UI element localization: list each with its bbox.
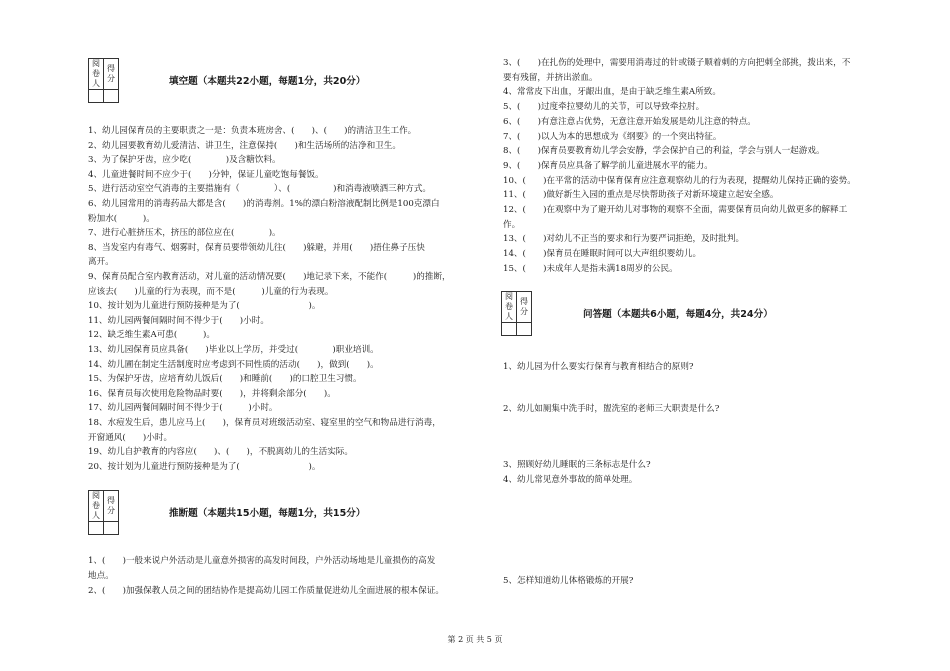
qa-question: 3、照顾好幼儿睡眠的三条标志是什么? bbox=[503, 460, 651, 470]
fill-blank-line: 开窗通风( )小时。 bbox=[88, 432, 173, 443]
judge-line: 10、( )在平常的活动中保育保育应注意观察幼儿的行为表现，提醒幼儿保持正确的姿势。 bbox=[503, 175, 856, 186]
fill-blank-line: 5、进行活动室空气消毒的主要措施有（ ）、( )和消毒液喷洒三种方式。 bbox=[88, 184, 432, 195]
fill-blank-line: 7、进行心脏挤压术，挤压的部位应在( )。 bbox=[88, 228, 281, 239]
judge-line: 1、( )一般来说户外活动是儿童意外损害的高发时间段，户外活动场地是儿童损伤的高发 bbox=[88, 556, 436, 566]
qa-question: 4、幼儿常见意外事故的简单处理。 bbox=[503, 475, 638, 485]
grader-score-label: 得分 bbox=[104, 491, 119, 522]
fill-blank-line: 离开。 bbox=[88, 257, 114, 268]
fill-blank-line: 8、当发室内有毒气、烟雾时，保育员要带领幼儿往( )躲避，并用( )捂住鼻子压快 bbox=[88, 242, 425, 253]
fill-blank-line: 13、幼儿园保育员应具备( )毕业以上学历，并受过( )职业培训。 bbox=[88, 345, 379, 355]
qa-question: 2、幼儿如厕集中洗手时，盥洗室的老师三大职责是什么? bbox=[503, 404, 720, 414]
fill-blank-line: 粉加水( )。 bbox=[88, 213, 155, 224]
qa-title: 问答题（本题共6小题，每题4分，共24分） bbox=[583, 309, 773, 320]
judge-line: 4、常常皮下出血，牙龈出血，是由于缺乏维生素A所致。 bbox=[503, 87, 721, 98]
judge-line: 5、( )过度牵拉婴幼儿的关节，可以导致牵拉肘。 bbox=[503, 102, 705, 113]
judge-line: 地点。 bbox=[88, 571, 114, 581]
fill-blank-line: 10、按计划为儿童进行预防接种是为了( )。 bbox=[88, 301, 321, 312]
judge-line: 6、( )有意注意占优势，无意注意开始发展是幼儿注意的特点。 bbox=[503, 116, 756, 127]
judge-line: 8、( )保育员要教育幼儿学会安静，学会保护自己的利益，学会与别人一起游戏。 bbox=[503, 146, 825, 157]
fill-blank-line: 9、保育员配合室内教育活动，对儿童的活动情况要( )地记录下来，不能作( )的推断， bbox=[88, 272, 451, 282]
fill-blank-title: 填空题（本题共22小题，每题1分，共20分） bbox=[169, 76, 366, 87]
judge-line: 15、( )未成年人是指未满18周岁的公民。 bbox=[503, 263, 678, 274]
grader-reviewer-label: 阅卷人 bbox=[89, 59, 104, 90]
judge-title: 推断题（本题共15小题，每题1分，共15分） bbox=[169, 508, 366, 519]
qa-question: 1、幼儿园为什么要实行保育与教育相结合的原则? bbox=[503, 362, 694, 372]
fill-blank-line: 4、儿童进餐时间不应少于( )分钟，保证儿童吃饱每餐饭。 bbox=[88, 169, 324, 180]
fill-blank-line: 19、幼儿自护教育的内容应( )、( )，不脱离幼儿的生活实际。 bbox=[88, 447, 353, 458]
judge-line: 12、( )在观察中为了避开幼儿对事物的观察不全面，需要保育员向幼儿做更多的解释工 bbox=[503, 205, 848, 215]
grader-box-judge bbox=[88, 490, 119, 535]
fill-blank-line: 14、幼儿圃在制定生活制度时应考虑到不同性质的活动( )，做到( )。 bbox=[88, 359, 379, 370]
grader-reviewer-label: 阅卷人 bbox=[502, 292, 517, 323]
fill-blank-line: 11、幼儿园两餐间隔时间不得少于( )小时。 bbox=[88, 315, 269, 326]
judge-line: 作。 bbox=[503, 219, 521, 230]
grader-box-fill bbox=[88, 58, 119, 103]
judge-line: 14、( )保育员在睡眠时间可以大声组织婴幼儿。 bbox=[503, 249, 702, 260]
grader-score-label: 得分 bbox=[517, 292, 532, 323]
fill-blank-line: 6、幼儿园常用的消毒药品大都是含( )的消毒剂。1%的漂白粉溶液配制比例是100克漂白 bbox=[88, 199, 440, 209]
judge-line: 9、( )保育员应具备了解学前儿童进展水平的能力。 bbox=[503, 160, 713, 171]
grader-score-label: 得分 bbox=[104, 59, 119, 90]
fill-blank-line: 18、水痘发生后，患儿应马上( )，保育员对班级活动室、寝室里的空气和物品进行消毒， bbox=[88, 418, 441, 428]
fill-blank-line: 17、幼儿园两餐间隔时间不得少于( )小时。 bbox=[88, 403, 278, 414]
judge-line: 7、( )以人为本的思想成为《纲要》的一个突出特征。 bbox=[503, 131, 722, 142]
qa-question: 5、怎样知道幼儿体格锻炼的开展? bbox=[503, 576, 634, 586]
fill-blank-line: 15、为保护牙齿，应培育幼儿饭后( )和睡前( )的口腔卫生习惯。 bbox=[88, 374, 362, 385]
judge-line: 要有残留，并挤出淤血。 bbox=[503, 72, 598, 83]
judge-line: 2、( )加强保教人员之间的团结协作是提高幼儿园工作质量促进幼儿全面进展的根本保证。 bbox=[88, 586, 444, 596]
page-footer: 第 2 页 共 5 页 bbox=[447, 635, 503, 644]
fill-blank-line: 16、保育员每次使用危险物品时要( )，并将剩余部分( )。 bbox=[88, 388, 336, 399]
judge-line: 3、( )在扎伤的处理中，需要用消毒过的针或镊子顺着刺的方向把刺全部挑，拨出来，不 bbox=[503, 58, 851, 68]
judge-line: 13、( )对幼儿不正当的要求和行为要严词拒绝，及时批判。 bbox=[503, 234, 745, 245]
fill-blank-line: 1、幼儿园保育员的主要职责之一是：负责本班房舍、( )、( )的清洁卫生工作。 bbox=[88, 126, 417, 136]
judge-line: 11、( )做好新生入园的重点是尽快帮助孩子对新环境建立起安全感。 bbox=[503, 190, 779, 201]
fill-blank-line: 应该去( )儿童的行为表现，而不是( )儿童的行为表现。 bbox=[88, 286, 334, 297]
fill-blank-line: 20、按计划为儿童进行预防接种是为了( )。 bbox=[88, 461, 321, 472]
fill-blank-line: 12、缺乏维生素A可患( )。 bbox=[88, 330, 215, 341]
fill-blank-line: 2、幼儿园要教育幼儿爱清洁、讲卫生，注意保持( )和生活场所的洁净和卫生。 bbox=[88, 140, 401, 151]
grader-reviewer-label: 阅卷人 bbox=[89, 491, 104, 522]
grader-box-qa bbox=[501, 291, 532, 336]
fill-blank-line: 3、为了保护牙齿，应少吃( )及含糖饮料。 bbox=[88, 155, 281, 166]
